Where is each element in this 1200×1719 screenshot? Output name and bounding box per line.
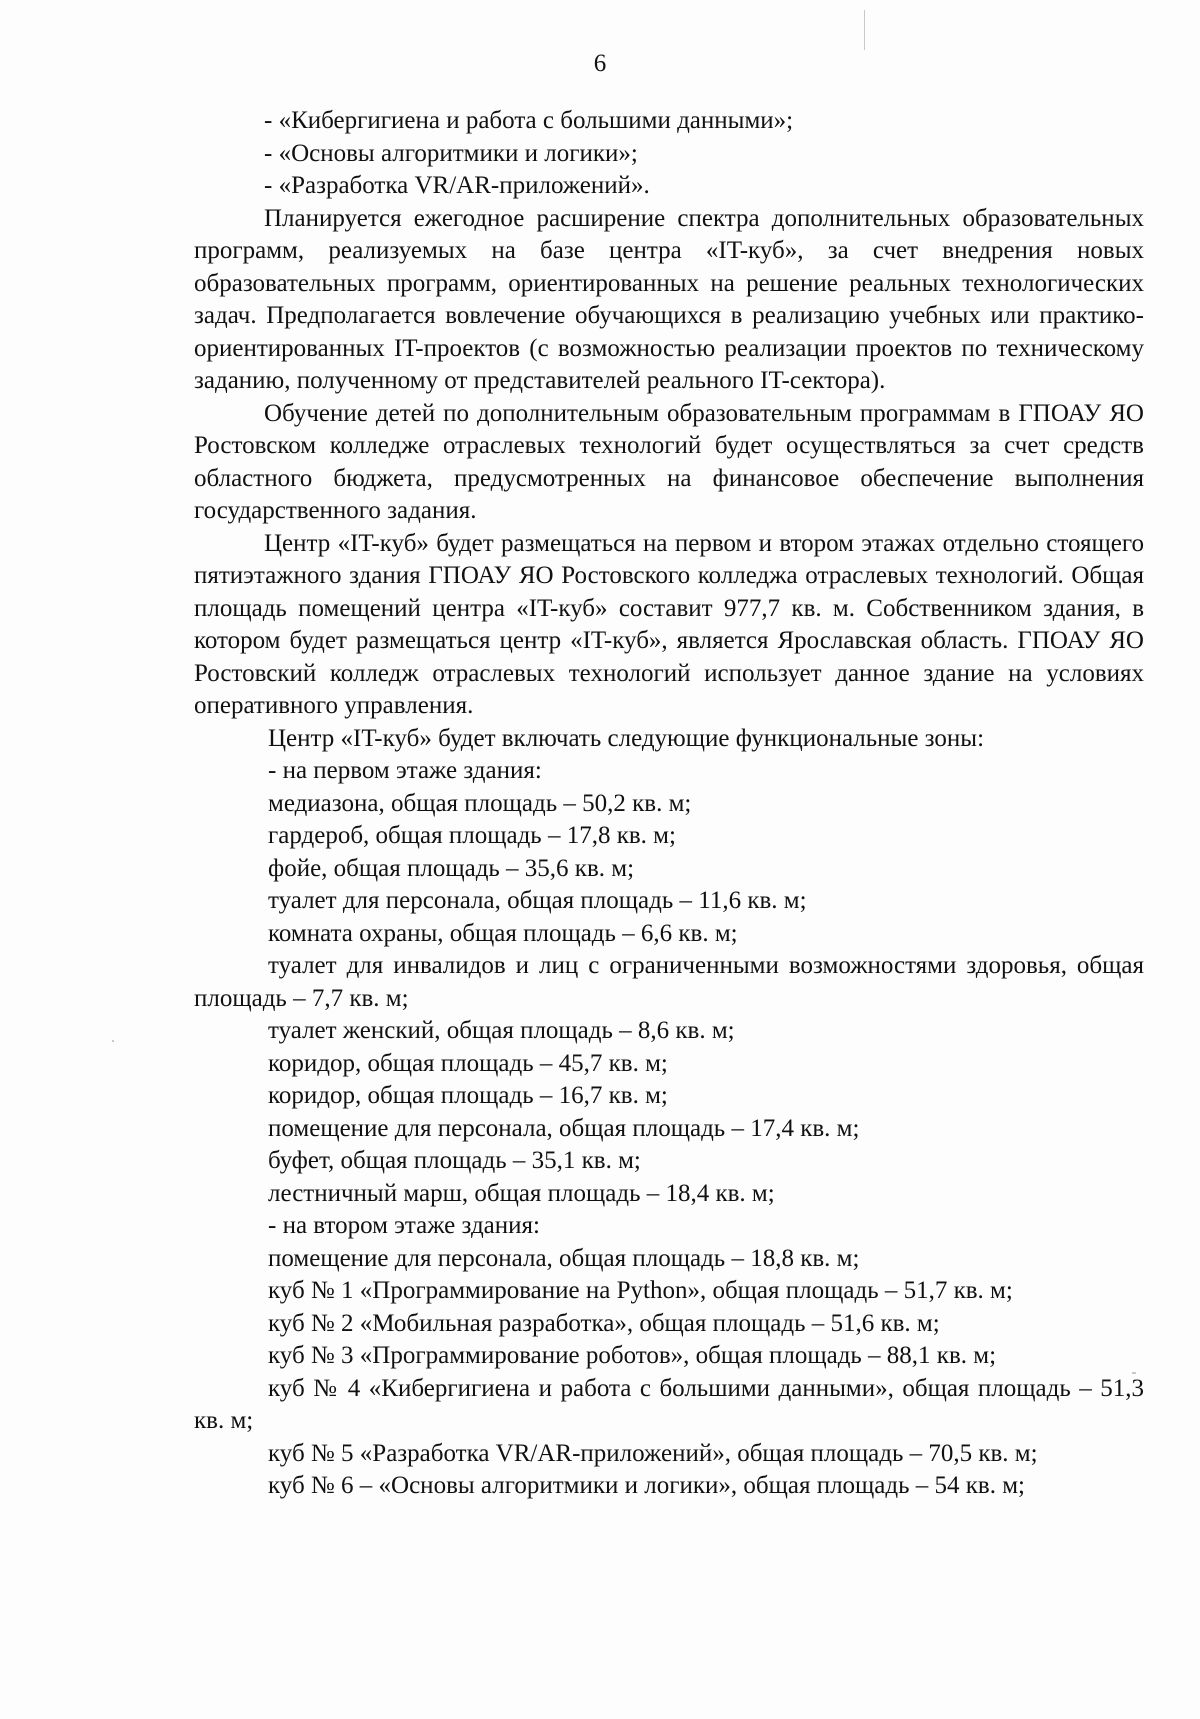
list-item: туалет для инвалидов и лиц с ограниченными возможностями здоровья, общая площадь – 7,7 кв. м;: [194, 952, 1144, 1012]
list-item: куб № 5 «Разработка VR/AR-приложений», общая площадь – 70,5 кв. м;: [268, 1439, 1038, 1467]
list-item: - «Разработка VR/AR-приложений».: [264, 172, 650, 199]
list-item: комната охраны, общая площадь – 6,6 кв. м;: [268, 919, 738, 947]
list-item: туалет женский, общая площадь – 8,6 кв. м;: [268, 1017, 735, 1044]
paragraph-location: Центр «IT-куб» будет размещаться на первом и втором этажах отдельно стоящего пятиэтажного здания ГПОАУ ЯО Ростовского колледжа отраслевых технологий. Общая площадь помещений центра «IT-куб» составит 977,7 кв. м. Собственником здания, в котором будет размещаться центр «IT-куб», является Ярославская область. ГПОАУ ЯО Ростовский колледж отраслевых технологий использует данное здание на условиях оперативного управления.: [194, 529, 1144, 719]
document-body: [194, 105, 1144, 1503]
list-item: куб № 2 «Мобильная разработка», общая площадь – 51,6 кв. м;: [268, 1309, 940, 1337]
list-item: коридор, общая площадь – 45,7 кв. м;: [268, 1049, 668, 1077]
paragraph-plans: Планируется ежегодное расширение спектра дополнительных образовательных программ, реализуемых на базе центра «IT-куб», за счет внедрения новых образовательных программ, ориентированных на решение реальных технологических задач. Предполагается вовлечение обучающихся в реализацию учебных или практико-ориентированных IT-проектов (с возможностью реализации проектов по техническому заданию, полученному от представителей реального IT-сектора).: [194, 204, 1144, 394]
list-item: фойе, общая площадь – 35,6 кв. м;: [268, 854, 635, 882]
zones-intro: Центр «IT-куб» будет включать следующие функциональные зоны:: [268, 724, 985, 752]
page-number: 6: [593, 50, 607, 77]
list-item: буфет, общая площадь – 35,1 кв. м;: [268, 1147, 641, 1174]
list-item: лестничный марш, общая площадь – 18,4 кв. м;: [268, 1179, 775, 1207]
paragraph-funding: Обучение детей по дополнительным образовательным программам в ГПОАУ ЯО Ростовском колледже отраслевых технологий будет осуществляться за счет средств областного бюджета, предусмотренных на финансовое обеспечение выполнения государственного задания.: [194, 399, 1144, 524]
scan-speck: [1132, 1372, 1136, 1374]
floor1-heading: - на первом этаже здания:: [268, 757, 542, 784]
list-item: туалет для персонала, общая площадь – 11,6 кв. м;: [268, 887, 807, 914]
scan-speck: [864, 10, 865, 50]
floor2-heading: - на втором этаже здания:: [268, 1212, 540, 1239]
list-item: куб № 1 «Программирование на Python», общая площадь – 51,7 кв. м;: [268, 1277, 1013, 1304]
list-item: коридор, общая площадь – 16,7 кв. м;: [268, 1082, 668, 1109]
list-item: помещение для персонала, общая площадь – 17,4 кв. м;: [268, 1114, 860, 1142]
list-item: медиазона, общая площадь – 50,2 кв. м;: [268, 789, 692, 817]
scan-speck: [112, 1040, 114, 1042]
list-item: куб № 6 – «Основы алгоритмики и логики», общая площадь – 54 кв. м;: [268, 1472, 1025, 1499]
list-item: гардероб, общая площадь – 17,8 кв. м;: [268, 822, 676, 849]
list-item: куб № 3 «Программирование роботов», общая площадь – 88,1 кв. м;: [268, 1342, 997, 1369]
list-item: куб № 4 «Кибергигиена и работа с большими данными», общая площадь – 51,3 кв. м;: [194, 1374, 1144, 1434]
list-item: - «Кибергигиена и работа с большими данными»;: [264, 107, 794, 134]
list-item: помещение для персонала, общая площадь – 18,8 кв. м;: [268, 1244, 860, 1272]
list-item: - «Основы алгоритмики и логики»;: [264, 139, 638, 167]
